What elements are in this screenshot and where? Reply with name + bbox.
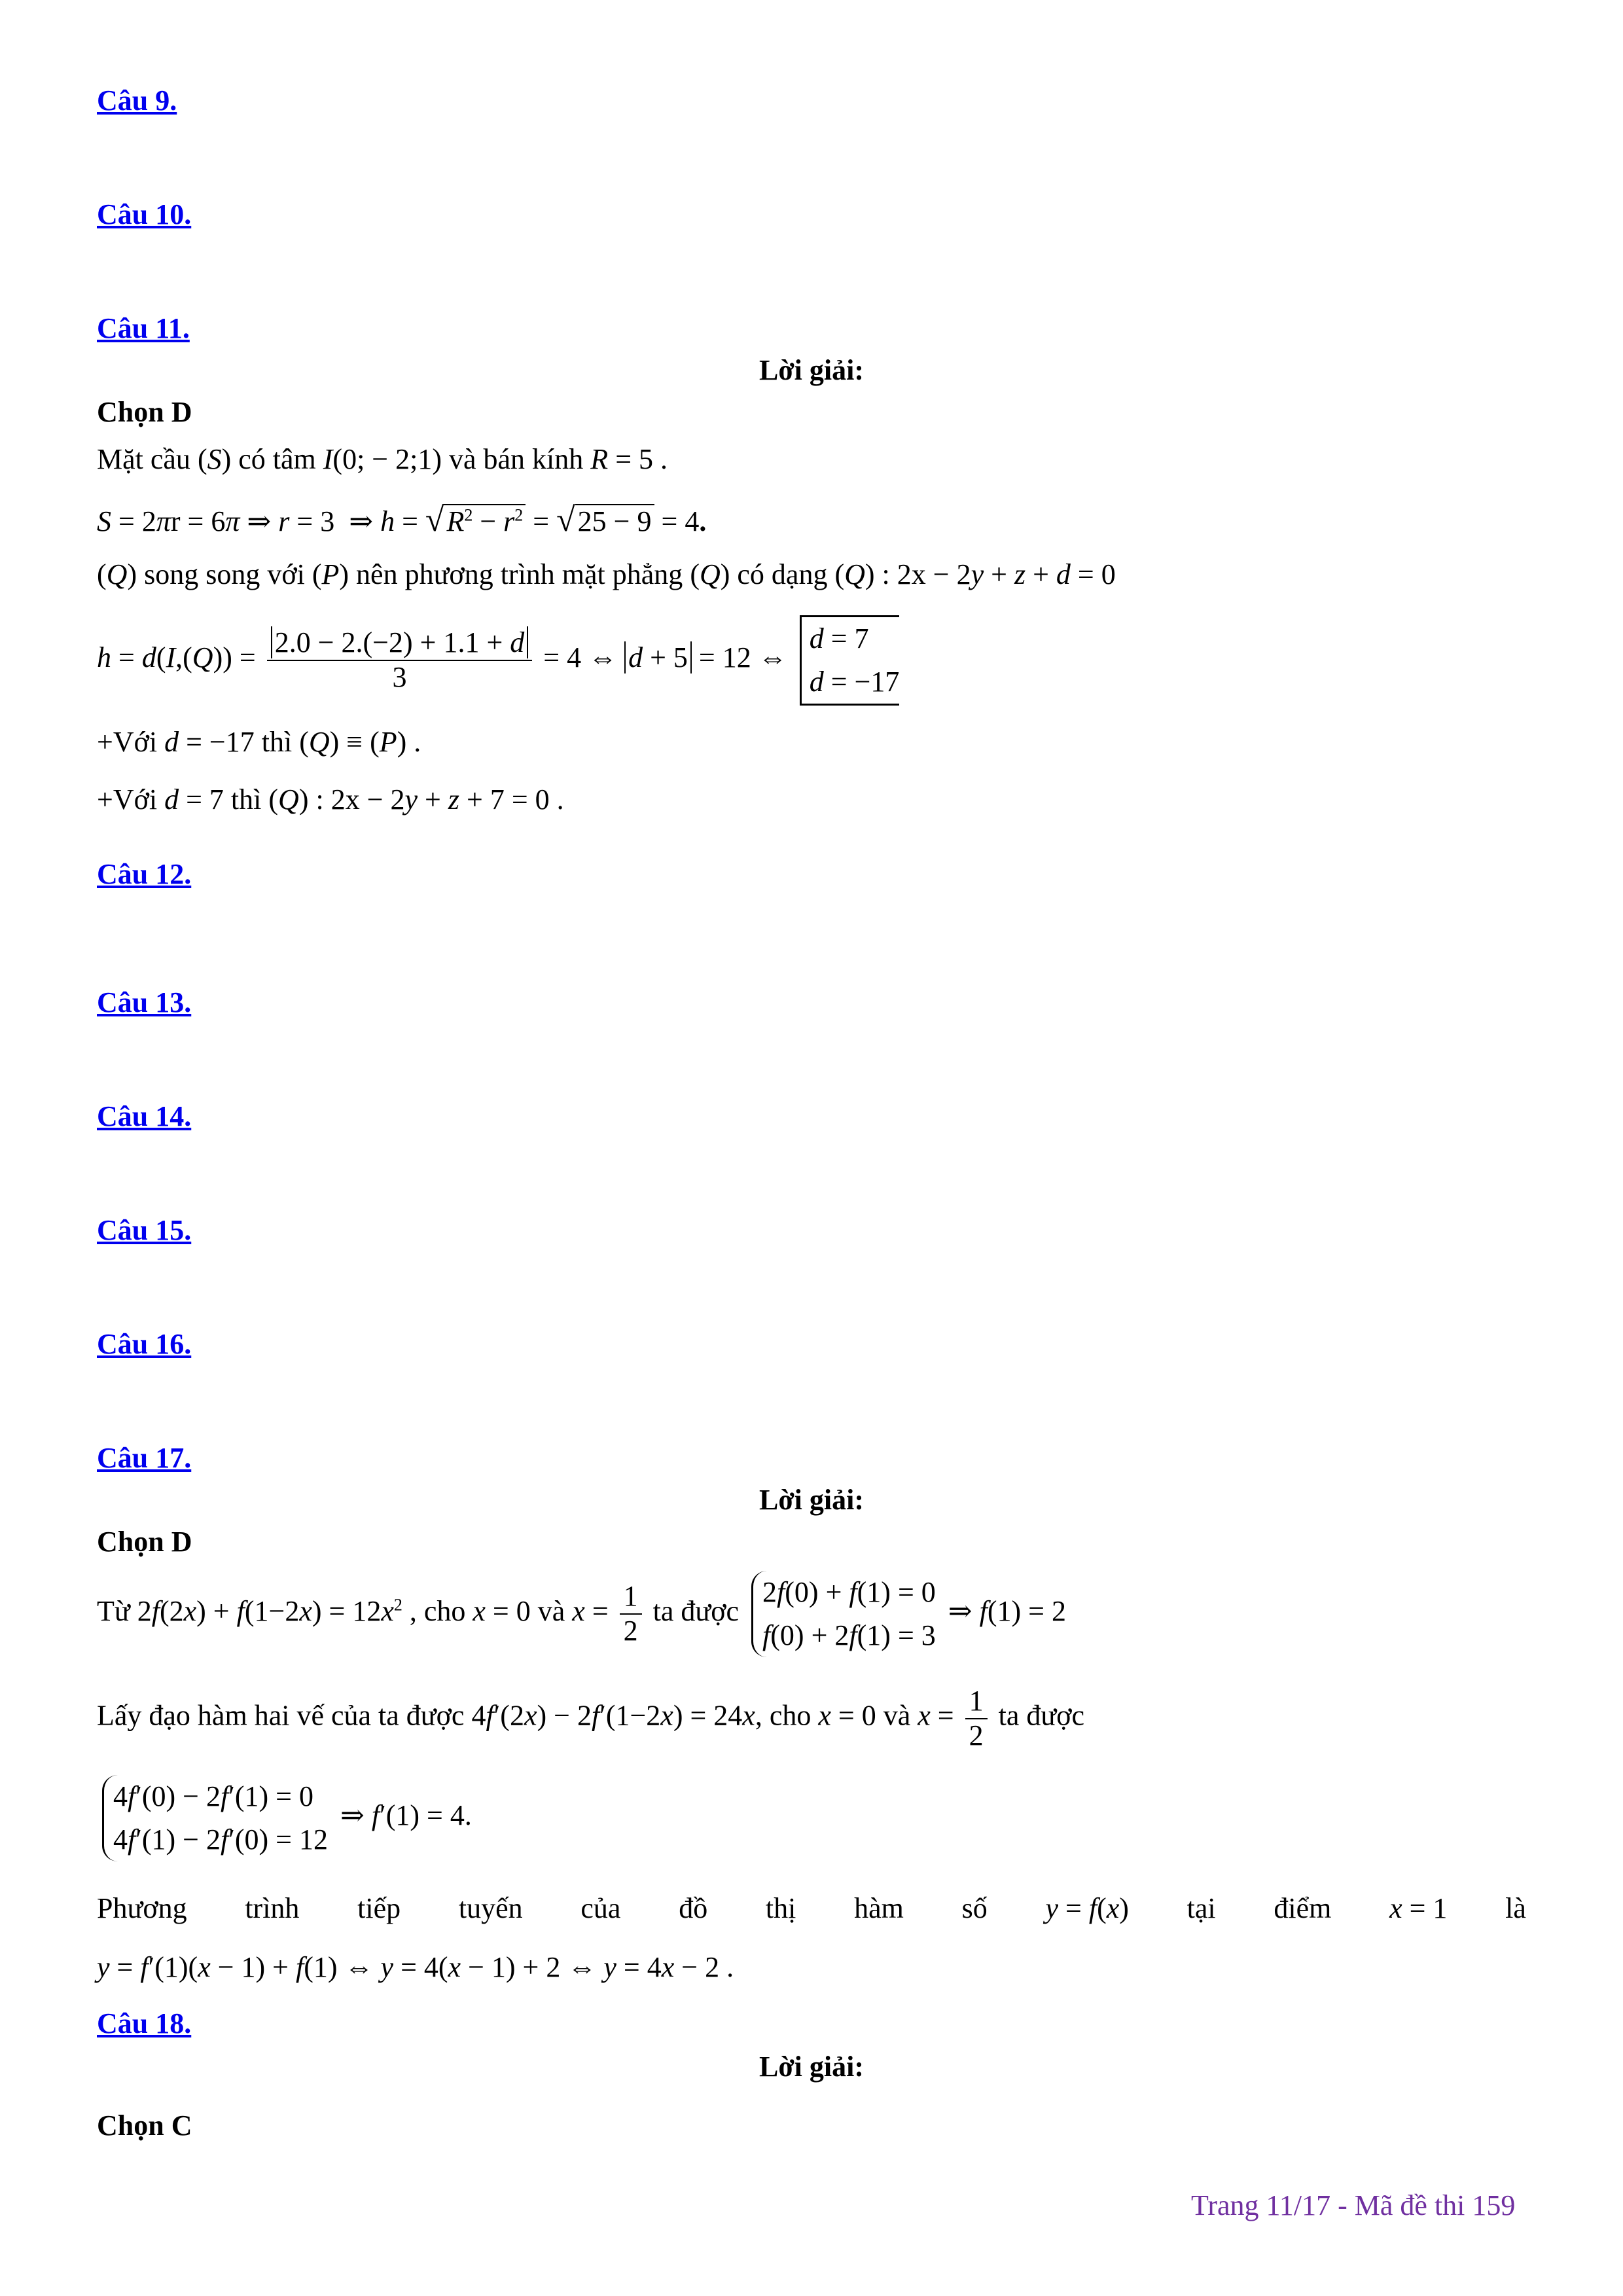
- q17-tangent-line-text: Phương trình tiếp tuyến của đồ thị hàm số y = f(x) tại điểm x = 1 là: [97, 1892, 1526, 1924]
- q17-answer-choice: Chọn D: [97, 1526, 192, 1558]
- q18-answer-choice: Chọn C: [97, 2109, 192, 2142]
- page-footer: Trang 11/17 - Mã đề thi 159: [1191, 2189, 1516, 2221]
- question-14-heading[interactable]: Câu 14.: [97, 1100, 192, 1132]
- q11-solution-title: Lời giải:: [758, 354, 865, 386]
- question-13-heading[interactable]: Câu 13.: [97, 986, 192, 1018]
- question-15-heading[interactable]: Câu 15.: [97, 1214, 192, 1246]
- q11-radius-line: S = 2πr = 6π ⇒ r = 3 ⇒ $h = √R^2 - r^2 = √25 - 9 = 4$.: [97, 501, 707, 539]
- question-18-heading[interactable]: Câu 18.: [97, 2007, 192, 2039]
- q11-case-d-minus17: +Với d = −17 thì (Q) ≡ (P) .: [97, 726, 421, 758]
- q18-solution-title: Lời giải:: [758, 2051, 865, 2083]
- question-9-heading[interactable]: Câu 9.: [97, 84, 177, 117]
- q11-sphere-line: Mặt cầu (S) có tâm I(0; − 2;1) và bán kính R = 5 .: [97, 443, 668, 475]
- question-10-heading[interactable]: Câu 10.: [97, 198, 192, 230]
- q17-tangent-equation: y = f′(1)(x − 1) + f(1) ⇔ y = 4(x − 1) + 2 ⇔ y = 4x − 2 .: [97, 1951, 734, 1983]
- question-11-heading[interactable]: Câu 11.: [97, 312, 190, 344]
- q17-derivative-line: Lấy đạo hàm hai vế của ta được 4f′(2x) − 2f′(1−2x) = 24x, cho x = 0 và x = $\frac{1}{2}$ ta được: [97, 1685, 1084, 1751]
- question-17-heading[interactable]: Câu 17.: [97, 1442, 192, 1474]
- q11-distance-equation: h = d(I,(Q)) = $\frac{2.0 - 2.(-2) + 1.1 + d}{3}$ = 4 ⇔ d + 5 = 12 ⇔ d = 7 d = −17: [97, 615, 904, 706]
- q11-answer-choice: Chọn D: [97, 396, 192, 428]
- q17-system-line: Từ $2f(2x) + f(1-2x) = 12x^2$ , cho x = 0 và x = $\frac{1}{2}$ ta được 2f(0) + f(1) = 0 f(0) + 2f(1) = 3 ⇒ f(1) = 2: [97, 1571, 1066, 1657]
- q17-solution-title: Lời giải:: [758, 1484, 865, 1516]
- q11-case-d-7: +Với d = 7 thì (Q) : 2x − 2y + z + 7 = 0 .: [97, 783, 564, 816]
- q17-derivative-system: 4f′(0) − 2f′(1) = 0 4f′(1) − 2f′(0) = 12 ⇒ f′(1) = 4.: [97, 1775, 472, 1861]
- question-16-heading[interactable]: Câu 16.: [97, 1328, 192, 1360]
- q11-parallel-line: (Q) song song với (P) nên phương trình mặt phẳng (Q) có dạng (Q) : 2x − 2y + z + d = 0: [97, 558, 1116, 590]
- question-12-heading[interactable]: Câu 12.: [97, 858, 192, 890]
